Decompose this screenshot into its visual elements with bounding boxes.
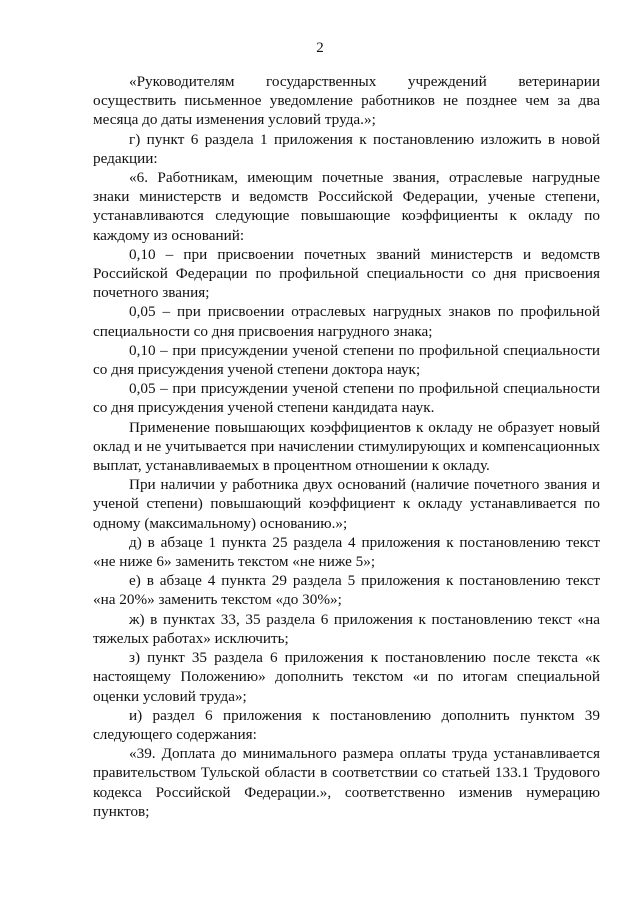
paragraph-coefficient-candidate: 0,05 – при присуждении ученой степени по профильной специальности со дня присуждения ученой степени кандидата наук. [93,380,600,417]
paragraph-point-39: «39. Доплата до минимального размера оплаты труда устанавливается правительством Тульской области в соответствии со статьей 133.1 Трудового кодекса Российской Федерации.», соответственно изменив нумерацию пунктов; [93,745,600,820]
paragraph-coefficient-honorary-title: 0,10 – при присвоении почетных званий министерств и ведомств Российской Федерации по профильной специальности со дня присвоения почетного звания; [93,245,600,302]
paragraph-item-zh: ж) в пунктах 33, 35 раздела 6 приложения к постановлению текст «на тяжелых работах» исключить; [93,610,600,647]
paragraph-item-e: е) в абзаце 4 пункта 29 раздела 5 приложения к постановлению текст «на 20%» заменить текстом «до 30%»; [93,572,600,609]
paragraph-coefficient-doctor: 0,10 – при присуждении ученой степени по профильной специальности со дня присуждения ученой степени доктора наук; [93,341,600,379]
paragraph-item-i: и) раздел 6 приложения к постановлению дополнить пунктом 39 следующего содержания: [93,706,600,743]
paragraph-item-z: з) пункт 35 раздела 6 приложения к постановлению после текста «к настоящему Положению» дополнить текстом «и по итогам специальной оценки условий труда»; [93,649,600,705]
paragraph-two-grounds: При наличии у работника двух оснований (наличие почетного звания и ученой степени) повышающий коэффициент к окладу устанавливается по одному (максимальному) основанию.»; [93,476,600,532]
paragraph-item-d: д) в абзаце 1 пункта 25 раздела 4 приложения к постановлению текст «не ниже 6» заменить текстом «не ниже 5»; [93,533,600,571]
paragraph-notification-requirement: «Руководителям государственных учреждений ветеринарии осуществить письменное уведомление работников не позднее чем за два месяца до даты изменения условий труда.»; [93,73,600,129]
paragraph-coefficient-application: Применение повышающих коэффициентов к окладу не образует новый оклад и не учитывается при начислении стимулирующих и компенсационных выплат, устанавливаемых в процентном отношении к окладу. [93,418,600,475]
page-number: 2 [316,40,324,56]
paragraph-coefficient-badge: 0,05 – при присвоении отраслевых нагрудных знаков по профильной специальности со дня присвоения нагрудного знака; [93,303,600,340]
document-body [93,72,600,821]
paragraph-item-g: г) пункт 6 раздела 1 приложения к постановлению изложить в новой редакции: [93,130,600,167]
paragraph-point-6: «6. Работникам, имеющим почетные звания, отраслевые нагрудные знаки министерств и ведомств Российской Федерации, ученые степени, устанавливаются следующие повышающие коэффициенты к окладу по каждому из оснований: [93,169,600,244]
